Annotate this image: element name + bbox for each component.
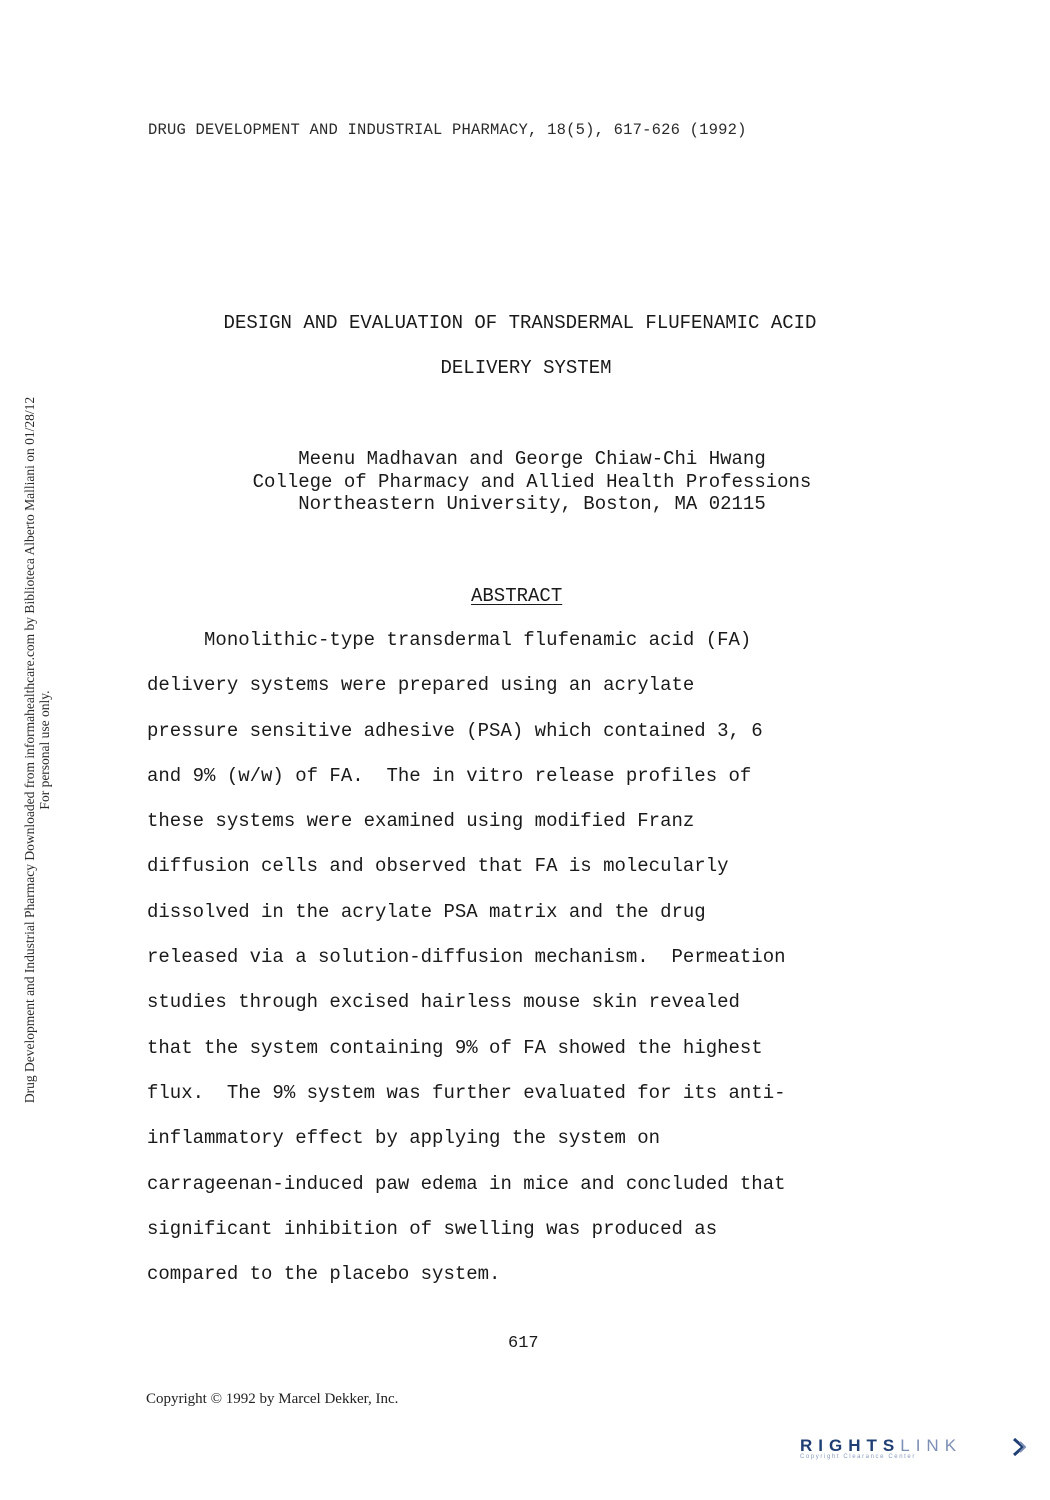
journal-header: DRUG DEVELOPMENT AND INDUSTRIAL PHARMACY, 18(5), 617-626 (1992) — [148, 121, 747, 139]
rightslink-logo[interactable] — [800, 1436, 1030, 1472]
abstract-line: inflammatory effect by applying the system on — [147, 1127, 661, 1150]
abstract-body — [147, 628, 917, 1307]
watermark-line-1: Drug Development and Industrial Pharmacy Downloaded from informahealthcare.com by Biblioteca Alberto Malliani on 01/28/12 — [22, 396, 37, 1104]
abstract-line: compared to the placebo system. — [147, 1263, 501, 1286]
copyright-notice: Copyright © 1992 by Marcel Dekker, Inc. — [146, 1391, 399, 1407]
abstract-line: significant inhibition of swelling was produced as — [147, 1217, 718, 1240]
rightslink-subtitle: Copyright Clearance Center — [800, 1454, 916, 1460]
abstract-line: and 9% (w/w) of FA. The in vitro release profiles of — [147, 764, 752, 787]
page-number: 617 — [508, 1334, 539, 1353]
abstract-line: these systems were examined using modified Franz — [147, 810, 695, 833]
rightslink-arrow-icon — [1012, 1438, 1028, 1456]
author-block — [0, 448, 1050, 516]
paper-title-line-2: DELIVERY SYSTEM — [440, 357, 612, 379]
paper-title-line-1: DESIGN AND EVALUATION OF TRANSDERMAL FLUFENAMIC ACID — [223, 312, 817, 334]
abstract-line: pressure sensitive adhesive (PSA) which contained 3, 6 — [147, 719, 763, 742]
author-affiliation: College of Pharmacy and Allied Health Professions — [252, 470, 812, 493]
abstract-line: released via a solution-diffusion mechanism. Permeation — [147, 946, 786, 969]
abstract-line: that the system containing 9% of FA showed the highest — [147, 1036, 763, 1059]
abstract-line: diffusion cells and observed that FA is molecularly — [147, 855, 729, 878]
abstract-line: flux. The 9% system was further evaluated for its anti- — [147, 1081, 786, 1104]
watermark-line-2: For personal use only. — [37, 690, 52, 810]
rightslink-word-link: LINK — [900, 1436, 963, 1455]
abstract-line: studies through excised hairless mouse skin revealed — [147, 991, 740, 1014]
abstract-heading: ABSTRACT — [471, 585, 563, 607]
author-names: Meenu Madhavan and George Chiaw-Chi Hwang — [298, 448, 766, 470]
abstract-line: carrageenan-induced paw edema in mice and concluded that — [147, 1172, 786, 1195]
rightslink-word-rights: RIGHTS — [800, 1436, 901, 1455]
download-watermark — [0, 0, 60, 1500]
author-address: Northeastern University, Boston, MA 02115 — [298, 493, 766, 515]
abstract-line: Monolithic-type transdermal flufenamic acid (FA) — [147, 629, 752, 651]
abstract-line: delivery systems were prepared using an acrylate — [147, 674, 695, 697]
abstract-line: dissolved in the acrylate PSA matrix and the drug — [147, 900, 706, 923]
